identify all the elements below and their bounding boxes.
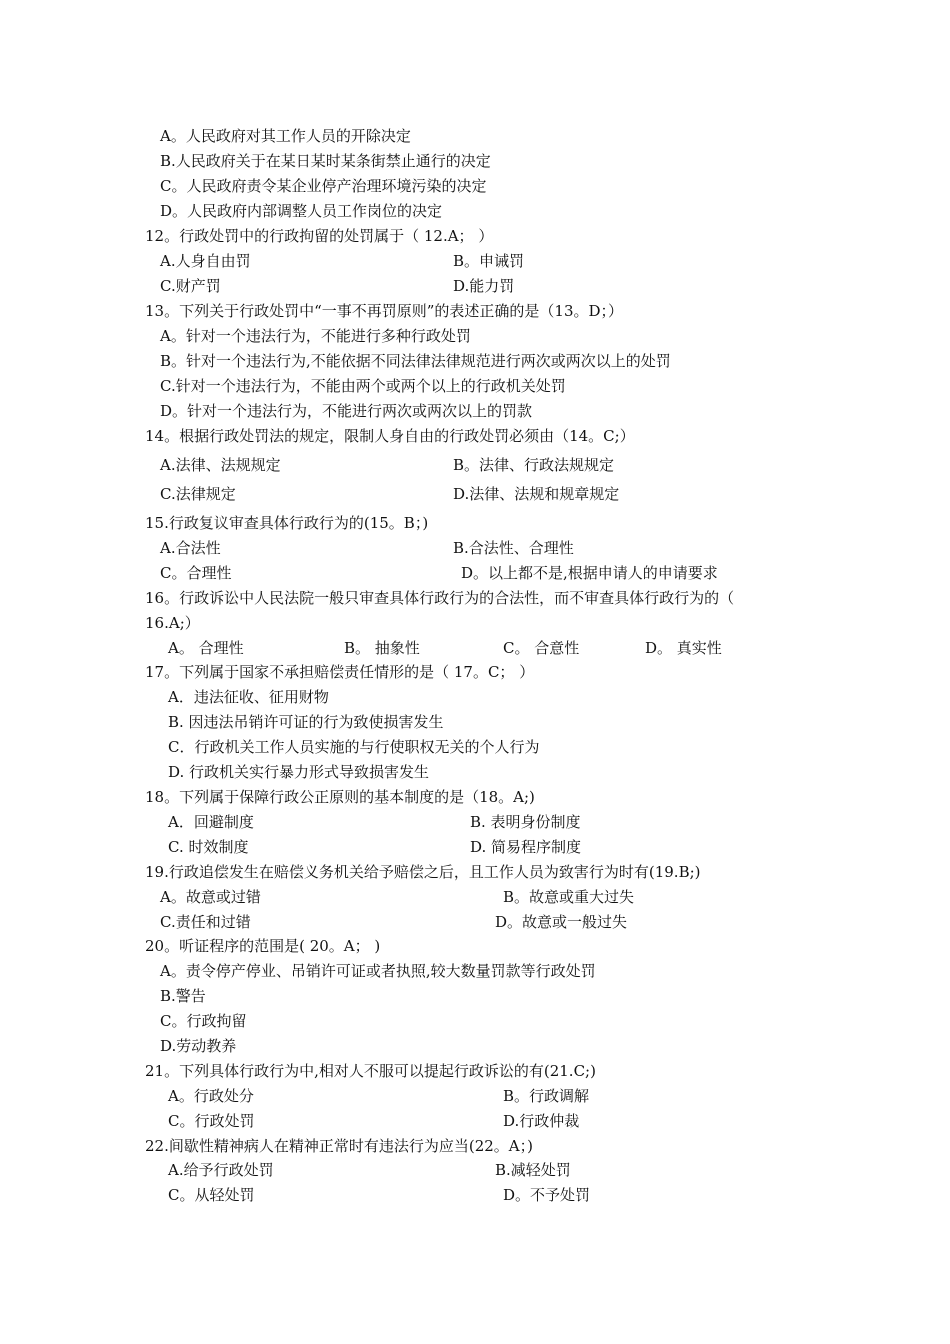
q14-option-d: D.法律、法规和规章规定: [453, 485, 620, 503]
q12-option-c: C.财产罚: [160, 277, 221, 295]
q15-stem: 15.行政复议审查具体行政行为的(15。B；): [145, 514, 429, 532]
q18-option-a: A．回避制度: [168, 813, 254, 831]
q19-option-a: A。故意或过错: [160, 888, 261, 906]
q19-stem: 19.行政追偿发生在赔偿义务机关给予赔偿之后，且工作人员为致害行为时有(19.B;): [145, 863, 701, 881]
q11-option-a: A。人民政府对其工作人员的开除决定: [160, 127, 411, 145]
q21-stem: 21。下列具体行政行为中,相对人不服可以提起行政诉讼的有(21.C;): [145, 1062, 596, 1080]
q21-option-b: B。行政调解: [503, 1087, 590, 1105]
q17-option-a: A．违法征收、征用财物: [168, 688, 329, 706]
q17-option-b: B. 因违法吊销许可证的行为致使损害发生: [168, 713, 444, 731]
q14-option-c: C.法律规定: [160, 485, 236, 503]
q12-option-a: A.人身自由罚: [160, 252, 251, 270]
q14-option-a: A.法律、法规规定: [160, 456, 281, 474]
q14-option-b: B。法律、行政法规规定: [453, 456, 615, 474]
q15-option-c: C。合理性: [160, 564, 232, 582]
q20-option-c: C。行政拘留: [160, 1012, 247, 1030]
q15-option-b: B.合法性、合理性: [453, 539, 574, 557]
q15-option-d: D。以上都不是,根据申请人的申请要求: [461, 564, 718, 582]
q19-option-b: B。故意或重大过失: [503, 888, 635, 906]
q18-stem: 18。下列属于保障行政公正原则的基本制度的是（18。A;): [145, 788, 535, 806]
q12-stem: 12。行政处罚中的行政拘留的处罚属于（ 12.A； ）: [145, 227, 494, 245]
q11-option-d: D。人民政府内部调整人员工作岗位的决定: [160, 202, 443, 220]
q15-option-a: A.合法性: [160, 539, 221, 557]
q21-option-d: D.行政仲裁: [503, 1112, 580, 1130]
q18-option-c: C. 时效制度: [168, 838, 249, 856]
q19-option-c: C.责任和过错: [160, 913, 251, 931]
q13-option-b: B。针对一个违法行为,不能依据不同法律法律规范进行两次或两次以上的处罚: [160, 352, 671, 370]
q22-option-b: B.减轻处罚: [495, 1161, 571, 1179]
q18-option-b: B. 表明身份制度: [470, 813, 581, 831]
q16-option-a: A。 合理性: [168, 639, 244, 657]
q18-option-d: D. 简易程序制度: [470, 838, 582, 856]
q22-option-c: C。从轻处罚: [168, 1186, 255, 1204]
q13-option-c: C.针对一个违法行为，不能由两个或两个以上的行政机关处罚: [160, 377, 566, 395]
q12-option-d: D.能力罚: [453, 277, 515, 295]
q14-stem: 14。根据行政处罚法的规定，限制人身自由的行政处罚必须由（14。C;）: [145, 427, 635, 445]
q16-option-b: B。 抽象性: [344, 639, 420, 657]
q22-option-a: A.给予行政处罚: [168, 1161, 274, 1179]
q22-stem: 22.间歇性精神病人在精神正常时有违法行为应当(22。A；): [145, 1137, 533, 1155]
q16-option-c: C。 合意性: [503, 639, 580, 657]
q11-option-b: B.人民政府关于在某日某时某条街禁止通行的决定: [160, 152, 491, 170]
q13-stem: 13。下列关于行政处罚中“一事不再罚原则”的表述正确的是（13。D；）: [145, 302, 624, 320]
q21-option-c: C。行政处罚: [168, 1112, 255, 1130]
q17-option-d: D. 行政机关实行暴力形式导致损害发生: [168, 763, 430, 781]
q12-option-b: B。申诫罚: [453, 252, 525, 270]
q13-option-a: A。针对一个违法行为，不能进行多种行政处罚: [160, 327, 471, 345]
q20-option-b: B.警告: [160, 987, 206, 1005]
q11-option-c: C。人民政府责令某企业停产治理环境污染的决定: [160, 177, 487, 195]
q20-stem: 20。听证程序的范围是( 20。A； ): [145, 937, 381, 955]
q22-option-d: D。不予处罚: [503, 1186, 591, 1204]
q21-option-a: A。行政处分: [168, 1087, 254, 1105]
q20-option-d: D.劳动教养: [160, 1037, 237, 1055]
q17-option-c: C．行政机关工作人员实施的与行使职权无关的个人行为: [168, 738, 540, 756]
q17-stem: 17。下列属于国家不承担赔偿责任情形的是（ 17。C； ）: [145, 663, 535, 681]
q19-option-d: D。故意或一般过失: [495, 913, 628, 931]
q16-stem: 16。行政诉讼中人民法院一般只审查具体行政行为的合法性，而不审查具体行政行为的（: [145, 589, 735, 607]
q20-option-a: A。责令停产停业、吊销许可证或者执照,较大数量罚款等行政处罚: [160, 962, 596, 980]
q13-option-d: D。针对一个违法行为，不能进行两次或两次以上的罚款: [160, 402, 533, 420]
q16-option-d: D。 真实性: [645, 639, 722, 657]
q16-stem-continued: 16.A;）: [145, 614, 200, 632]
